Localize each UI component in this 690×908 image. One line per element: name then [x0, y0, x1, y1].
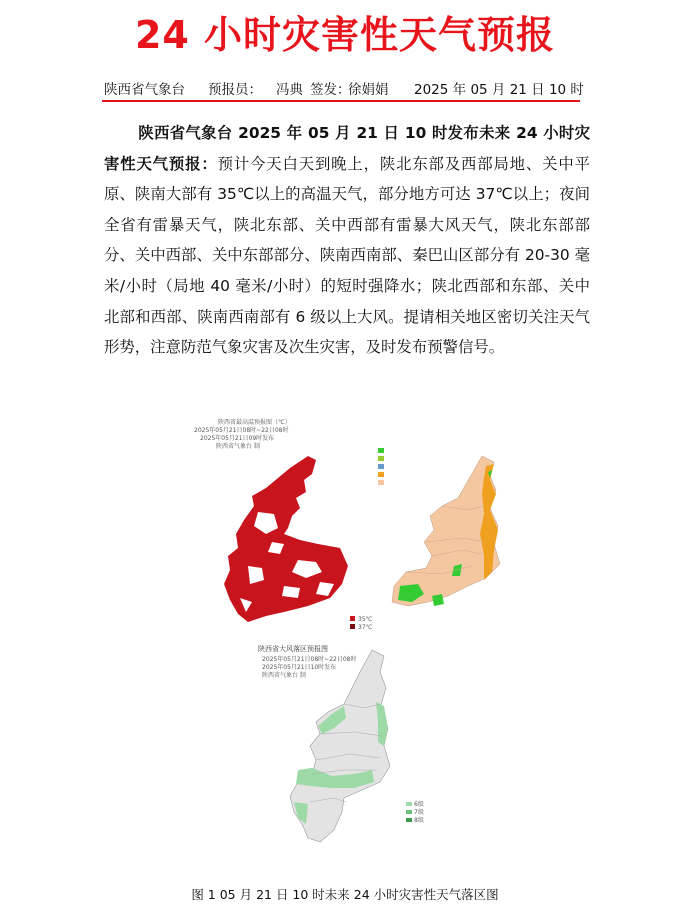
wind-legend-swatch-7 — [406, 810, 412, 814]
wind-legend-label-7: 7级 — [414, 809, 424, 816]
wind-map-maker: 陕西省气象台 制 — [262, 672, 306, 679]
storm-legend-swatch-1 — [378, 448, 384, 453]
forecast-body: 预计今天白天到晚上，陕北东部及西部局地、关中平原、陕南大部有 35℃以上的高温天气，部分地方可达 37℃以上；夜间全省有雷暴天气，陕北东部、关中西部有雷暴大风天气，陕北东部部分、关中西部、关中东部部分、陕南西南部、秦巴山区部分有 20-30 毫米/小时（局地 40 毫米/小时）的短时强降水；陕北西部和东部、关中北部和西部、陕南西南部有 6 级以上大风。提请相关地区密切关注天气形势，注意防范气象灾害及次生灾害，及时发布预警信号。 — [104, 154, 590, 357]
forecast-paragraph — [104, 118, 590, 363]
wind-map-issued: 2025年05月21日10时发布 — [262, 664, 337, 671]
storm-legend-swatch-3 — [378, 464, 384, 469]
storm-legend-swatch-5 — [378, 480, 384, 485]
temperature-map-issued: 2025年05月21日09时发布 — [200, 435, 275, 442]
temperature-map — [188, 416, 378, 646]
wind-map-period: 2025年05月21日08时~22日08时 — [262, 656, 357, 663]
signer-label: 签发： — [310, 82, 351, 98]
forecaster-name: 冯典 — [276, 82, 303, 98]
wind-legend-label-6: 6级 — [414, 801, 424, 808]
temperature-map-period: 2025年05月21日08时~22日08时 — [194, 427, 289, 434]
issue-datetime: 2025 年 05 月 21 日 10 时 — [414, 82, 584, 98]
legend-swatch-35 — [350, 616, 355, 621]
issuing-org: 陕西省气象台 — [104, 82, 185, 98]
temperature-map-shape — [224, 456, 348, 622]
storm-map — [372, 446, 532, 626]
forecaster-label: 预报员： — [208, 82, 262, 98]
wind-map — [254, 642, 444, 860]
temperature-map-maker: 陕西省气象台 制 — [216, 443, 260, 450]
document-title: 24 小时灾害性天气预报 — [134, 13, 556, 57]
temperature-map-title: 陕西省最高温预报图（℃） — [218, 419, 291, 426]
storm-legend-swatch-4 — [378, 472, 384, 477]
wind-legend-swatch-8 — [406, 818, 412, 822]
figure-caption: 图 1 05 月 21 日 10 时未来 24 小时灾害性天气落区图 — [191, 887, 499, 902]
signer-name: 徐娟娟 — [348, 82, 389, 98]
wind-map-title: 陕西省大风落区预报图 — [258, 645, 328, 653]
forecast-lead: 陕西省气象台 2025 年 05 月 21 日 10 时发布未来 24 小时灾害性天气预报： — [104, 124, 590, 173]
header-meta — [104, 78, 582, 98]
legend-swatch-37 — [350, 624, 355, 629]
legend-label-35: 35℃ — [358, 616, 373, 623]
legend-label-37: 37℃ — [358, 624, 373, 631]
header-rule — [102, 100, 580, 102]
storm-legend-swatch-2 — [378, 456, 384, 461]
wind-legend-label-8: 8级 — [414, 817, 424, 824]
wind-legend-swatch-6 — [406, 802, 412, 806]
